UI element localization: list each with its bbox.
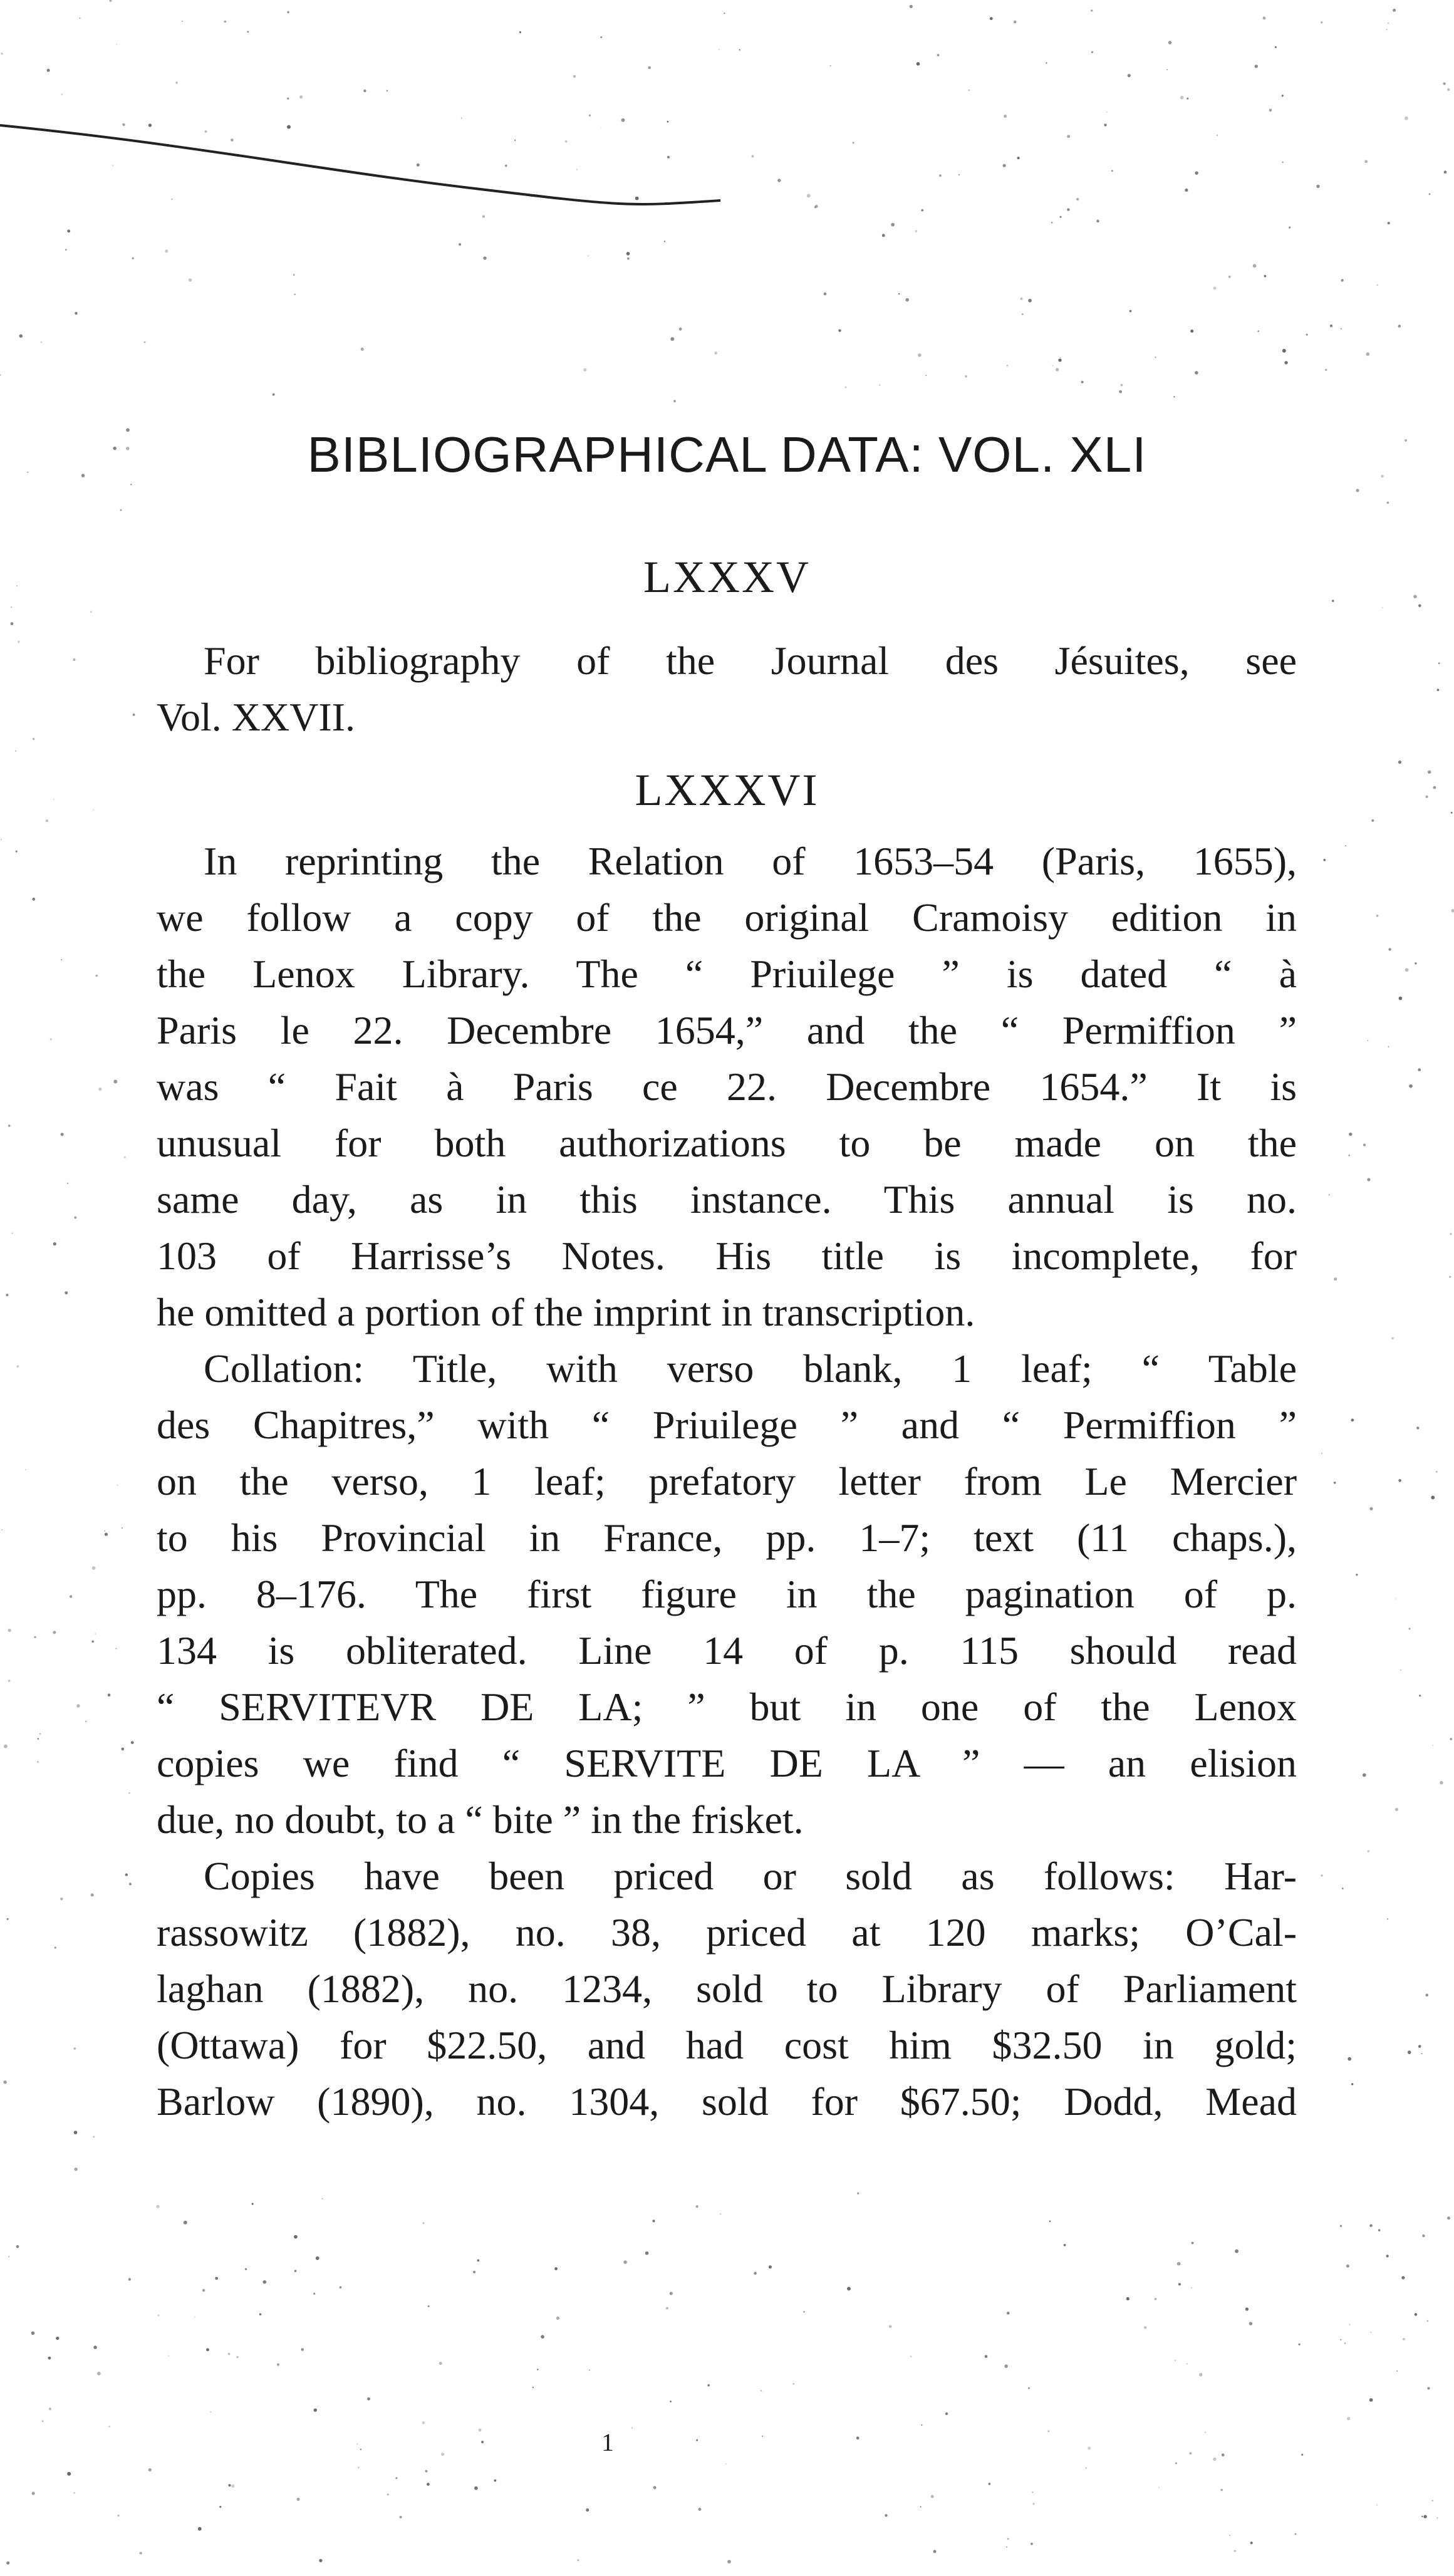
text-line: Collation: Title, with verso blank, 1 leaf; “ Table [204,1346,1297,1391]
text-line: he omitted a portion of the imprint in transcription. [157,1290,975,1334]
text-line: 103 of Harrisse’s Notes. His title is incomplete, for [157,1233,1297,1278]
text-line: In reprinting the Relation of 1653–54 (Paris, 1655), [204,839,1297,883]
text-line: 134 is obliterated. Line 14 of p. 115 should read [157,1628,1297,1673]
text-line: the Lenox Library. The “ Priuilege ” is dated “ à [157,952,1297,996]
text-line: on the verso, 1 leaf; prefatory letter from Le Mercier [157,1459,1297,1504]
text-line: Vol. XXVII. [157,695,356,739]
text-line: (Ottawa) for $22.50, and had cost him $32.50 in gold; [157,2023,1297,2067]
text-line: due, no doubt, to a “ bite ” in the frisket. [157,1797,804,1842]
page-title: BIBLIOGRAPHICAL DATA: VOL. XLI [307,427,1147,482]
text-line: “ SERVITEVR DE LA; ” but in one of the Lenox [157,1685,1297,1729]
section-heading-lxxxvi: LXXXVI [635,765,819,815]
section-heading-lxxxv: LXXXV [643,552,811,602]
text-line: Copies have been priced or sold as follows: Har- [204,1854,1297,1898]
text-line: was “ Fait à Paris ce 22. Decembre 1654.” It is [157,1064,1297,1109]
text-line: laghan (1882), no. 1234, sold to Library of Parliament [157,1966,1297,2011]
text-line: rassowitz (1882), no. 38, priced at 120 marks; O’Cal- [157,1910,1297,1955]
page-number: 1 [601,2428,614,2456]
text-line: des Chapitres,” with “ Priuilege ” and “ Permiffion ” [157,1403,1297,1447]
text-line: Barlow (1890), no. 1304, sold for $67.50; Dodd, Mead [157,2079,1297,2124]
text-line: same day, as in this instance. This annual is no. [157,1177,1297,1222]
text-line: unusual for both authorizations to be made on the [157,1121,1297,1165]
text-line: to his Provincial in France, pp. 1–7; text (11 chaps.), [157,1515,1297,1560]
text-line: pp. 8–176. The first figure in the pagination of p. [157,1572,1297,1616]
text-line: Paris le 22. Decembre 1654,” and the “ Permiffion ” [157,1008,1297,1052]
text-line: For bibliography of the Journal des Jésuites, see [204,638,1297,683]
text-line: copies we find “ SERVITE DE LA ” — an elision [157,1741,1297,1785]
text-line: we follow a copy of the original Cramoisy edition in [157,895,1297,940]
